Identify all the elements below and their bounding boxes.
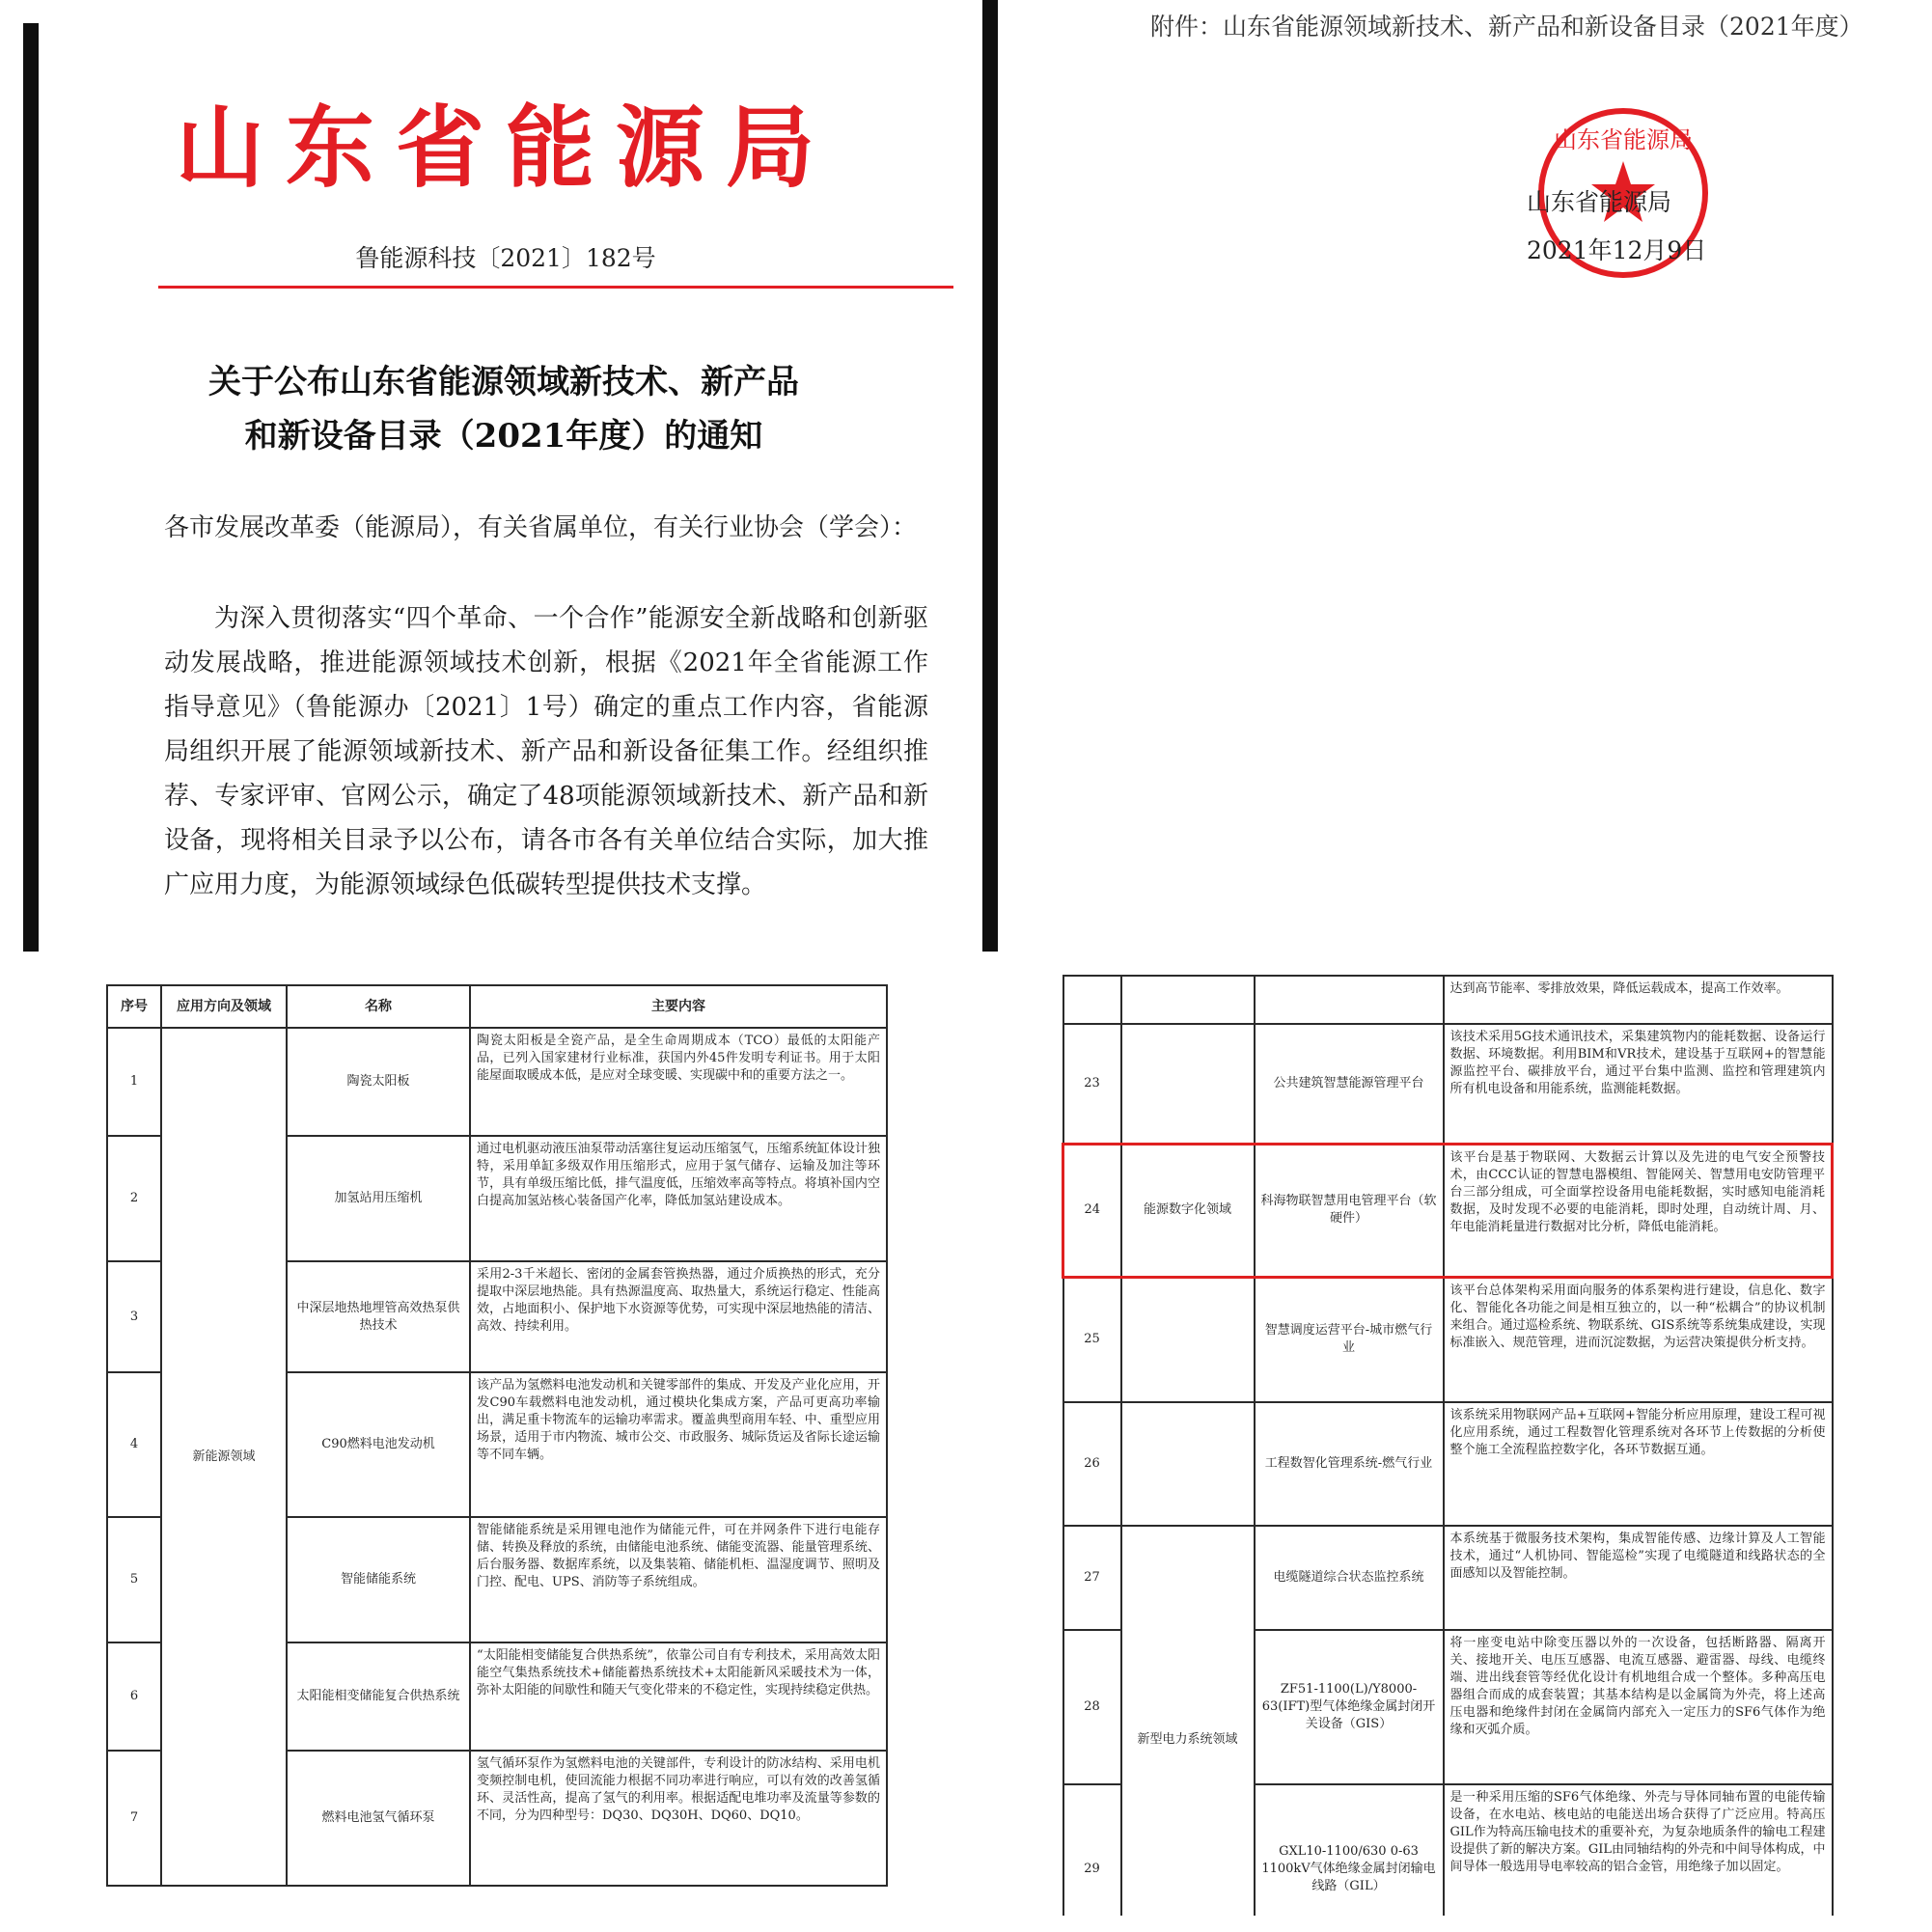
- row-content: 该产品为氢燃料电池发动机和关键零部件的集成、开发及产业化应用，开发C90车载燃料电池发动机，通过模块化集成方案，产品可更高功率输出，满足重卡物流车的运输功率需求。覆盖典型商用车轻、中、重型应用场景，适用于市内物流、城市公交、市政服务、城际货运及省际长途运输等不同车辆。: [470, 1372, 887, 1517]
- row-number: 6: [107, 1642, 161, 1751]
- row-content: 采用2-3千米超长、密闭的金属套管换热器，通过介质换热的形式，充分提取中深层地热能。具有热源温度高、取热量大，系统运行稳定、性能高效，占地面积小、保护地下水资源等优势，可实现中深层地热能的清洁、高效、持续利用。: [470, 1261, 887, 1372]
- row-field: 新能源领域: [161, 1028, 287, 1886]
- body-paragraph: 为深入贯彻落实“四个革命、一个合作”能源安全新战略和创新驱动发展战略，推进能源领域技术创新，根据《2021年全省能源工作指导意见》（鲁能源办〔2021〕1号）确定的重点工作内容，省能源局组织开展了能源领域新技术、新产品和新设备征集工作。经组织推荐、专家评审、官网公示，确定了48项能源领域新技术、新产品和新设备，现将相关目录予以公布，请各市各有关单位结合实际，加大推广应用力度，为能源领域绿色低碳转型提供技术支撑。: [164, 604, 928, 899]
- row-number: 24: [1063, 1144, 1121, 1277]
- row-name: C90燃料电池发动机: [287, 1372, 470, 1517]
- title-line-1: 关于公布山东省能源领域新技术、新产品: [208, 363, 799, 401]
- row-field: [1121, 1402, 1255, 1526]
- table-header-row: [107, 985, 887, 1028]
- row-number: 2: [107, 1136, 161, 1261]
- row-content: 达到高节能率、零排放效果，降低运载成本，提高工作效率。: [1444, 976, 1833, 1024]
- row-content: 智能储能系统是采用锂电池作为储能元件，可在并网条件下进行电能存储、转换及释放的系统，由储能电池系统、储能变流器、能量管理系统、后台服务器、数据库系统，以及集装箱、储能机柜、温湿度调节、照明及门控、配电、UPS、消防等子系统组成。: [470, 1517, 887, 1642]
- row-content: 陶瓷太阳板是全瓷产品，是全生命周期成本（TCO）最低的太阳能产品，已列入国家建材行业标准，获国内外45件发明专利证书。用于太阳能屋面取暖成本低，是应对全球变暖、实现碳中和的重要方法之一。: [470, 1028, 887, 1136]
- issuing-organization: 山东省能源局: [1527, 188, 1672, 216]
- row-number: [1063, 976, 1121, 1024]
- row-field: 能源数字化领域: [1121, 1144, 1255, 1277]
- row-number: 29: [1063, 1784, 1121, 1916]
- catalog-table-part2: [1062, 975, 1834, 1916]
- table-row: [1063, 1402, 1833, 1526]
- title-line-2: 和新设备目录（2021年度）的通知: [244, 417, 763, 455]
- catalog-table: [106, 984, 888, 1887]
- row-content: 该平台是基于物联网、大数据云计算以及先进的电气安全预警技术，由CCC认证的智慧电器模组、智能网关、智慧用电安防管理平台三部分组成，可全面掌控设备用电能耗数据，实时感知电能消耗数据，及时发现不必要的电能消耗，即时处理，自动统计周、月、年电能消耗量进行数据对比分析，降低电能消耗。: [1444, 1144, 1833, 1277]
- attachment-line: 附件：山东省能源领域新技术、新产品和新设备目录（2021年度）: [1150, 13, 1863, 41]
- row-content: 该平台总体架构采用面向服务的体系架构进行建设，信息化、数字化、智能化各功能之间是相互独立的，以一种“松耦合”的协议机制来组合。通过巡检系统、物联系统、GIS系统等系统集成建设，实现标准嵌入、规范管理，进而沉淀数据，为运营决策提供分析支持。: [1444, 1277, 1833, 1402]
- row-name: 工程数智化管理系统-燃气行业: [1255, 1402, 1444, 1526]
- row-number: 4: [107, 1372, 161, 1517]
- table-row: [107, 1028, 887, 1136]
- row-field: [1121, 1024, 1255, 1144]
- notice-title: [62, 355, 946, 463]
- row-name: [1255, 976, 1444, 1024]
- row-number: 23: [1063, 1024, 1121, 1144]
- row-number: 27: [1063, 1526, 1121, 1630]
- row-number: 28: [1063, 1630, 1121, 1784]
- header-name: 名称: [287, 985, 470, 1028]
- row-field: [1121, 976, 1255, 1024]
- table-row: [1063, 1024, 1833, 1144]
- document-number: 鲁能源科技〔2021〕182号: [355, 244, 656, 272]
- row-name: GXL10-1100/630 0-63 1100kV气体绝缘金属封闭输电线路（GIL）: [1255, 1784, 1444, 1916]
- row-name: 加氢站用压缩机: [287, 1136, 470, 1261]
- red-divider: [158, 286, 953, 289]
- table-row: [1063, 1277, 1833, 1402]
- row-content: 氢气循环泵作为氢燃料电池的关键部件，专利设计的防冰结构、采用电机变频控制电机，使回流能力根据不同功率进行响应，可以有效的改善氢循环、灵活性高，提高了氢气的利用率。根据适配电堆功率及流量等参数的不同，分为四种型号：DQ30、DQ30H、DQ60、DQ10。: [470, 1751, 887, 1886]
- row-number: 3: [107, 1261, 161, 1372]
- catalog-table: [1062, 975, 1834, 1916]
- row-name: 智能储能系统: [287, 1517, 470, 1642]
- row-content: 通过电机驱动液压油泵带动活塞往复运动压缩氢气，压缩系统缸体设计独特，采用单缸多级双作用压缩形式，应用于氢气储存、运输及加注等环节，具有单级压缩比低，排气温度低，压缩效率高等特点。将填补国内空白提高加氢站核心装备国产化率，降低加氢站建设成本。: [470, 1136, 887, 1261]
- scan-edge-bar: [982, 0, 998, 952]
- catalog-table-part1: [106, 984, 888, 1911]
- table-row-fragment: [1063, 976, 1833, 1024]
- notice-first-page: [23, 23, 965, 952]
- row-field: [1121, 1277, 1255, 1402]
- notice-signature-page: [977, 0, 1918, 952]
- header-number: 序号: [107, 985, 161, 1028]
- seal-text: 山东省能源局: [1554, 126, 1693, 153]
- row-field: 新型电力系统领域: [1121, 1526, 1255, 1916]
- row-content: 本系统基于微服务技术架构，集成智能传感、边缘计算及人工智能技术，通过“人机协同、智能巡检”实现了电缆隧道和线路状态的全面感知以及智能控制。: [1444, 1526, 1833, 1630]
- row-name: 电缆隧道综合状态监控系统: [1255, 1526, 1444, 1630]
- scan-edge-bar: [23, 23, 39, 952]
- row-name: 公共建筑智慧能源管理平台: [1255, 1024, 1444, 1144]
- table-row: [1063, 1526, 1833, 1630]
- row-content: 该系统采用物联网产品+互联网+智能分析应用原理，建设工程可视化应用系统，通过工程数智化管理系统对各环节上传数据的分析使整个施工全流程监控数字化，各环节数据互通。: [1444, 1402, 1833, 1526]
- row-content: 是一种采用压缩的SF6气体绝缘、外壳与导体同轴布置的电能传输设备，在水电站、核电站的电能送出场合获得了广泛应用。特高压GIL作为特高压输电技术的重要补充，为复杂地质条件的输电工程建设提供了新的解决方案。GIL由同轴结构的外壳和中间导体构成，中间导体一般选用导电率较高的铝合金管，用绝缘子加以固定。: [1444, 1784, 1833, 1916]
- row-content: “太阳能相变储能复合供热系统”，依靠公司自有专利技术，采用高效太阳能空气集热系统技术+储能蓄热系统技术+太阳能新风采暖技术为一体，弥补太阳能的间歇性和随天气变化带来的不稳定性，实现持续稳定供热。: [470, 1642, 887, 1751]
- row-content: 该技术采用5G技术通讯技术，采集建筑物内的能耗数据、设备运行数据、环境数据。利用BIM和VR技术，建设基于互联网+的智慧能源监控平台、碳排放平台，通过平台集中监测、监控和管理建筑内所有机电设备和用能系统，监测能耗数据。: [1444, 1024, 1833, 1144]
- row-content: 将一座变电站中除变压器以外的一次设备，包括断路器、隔离开关、接地开关、电压互感器、电流互感器、避雷器、母线、电缆终端、进出线套管等经优化设计有机地组合成一个整体。多种高压电器组合而成的成套装置；其基本结构是以金属筒为外壳，将上述高压电器和绝缘件封闭在金属筒内部充入一定压力的SF6气体作为绝缘和灭弧介质。: [1444, 1630, 1833, 1784]
- header-content: 主要内容: [470, 985, 887, 1028]
- row-name: 太阳能相变储能复合供热系统: [287, 1642, 470, 1751]
- row-name: 陶瓷太阳板: [287, 1028, 470, 1136]
- letterhead-title: 山东省能源局: [175, 97, 836, 200]
- row-name: 燃料电池氢气循环泵: [287, 1751, 470, 1886]
- issue-date: 2021年12月9日: [1527, 236, 1707, 264]
- row-number: 1: [107, 1028, 161, 1136]
- addressee: 各市发展改革委（能源局），有关省属单位，有关行业协会（学会）：: [164, 513, 918, 542]
- row-name: ZF51-1100(L)/Y8000-63(IFT)型气体绝缘金属封闭开关设备（GIS）: [1255, 1630, 1444, 1784]
- row-number: 25: [1063, 1277, 1121, 1402]
- row-name: 中深层地热地埋管高效热泵供热技术: [287, 1261, 470, 1372]
- row-number: 7: [107, 1751, 161, 1886]
- table-row-highlighted: [1063, 1144, 1833, 1277]
- row-number: 26: [1063, 1402, 1121, 1526]
- row-name: 科海物联智慧用电管理平台（软硬件）: [1255, 1144, 1444, 1277]
- row-name: 智慧调度运营平台-城市燃气行业: [1255, 1277, 1444, 1402]
- row-number: 5: [107, 1517, 161, 1642]
- header-field: 应用方向及领域: [161, 985, 287, 1028]
